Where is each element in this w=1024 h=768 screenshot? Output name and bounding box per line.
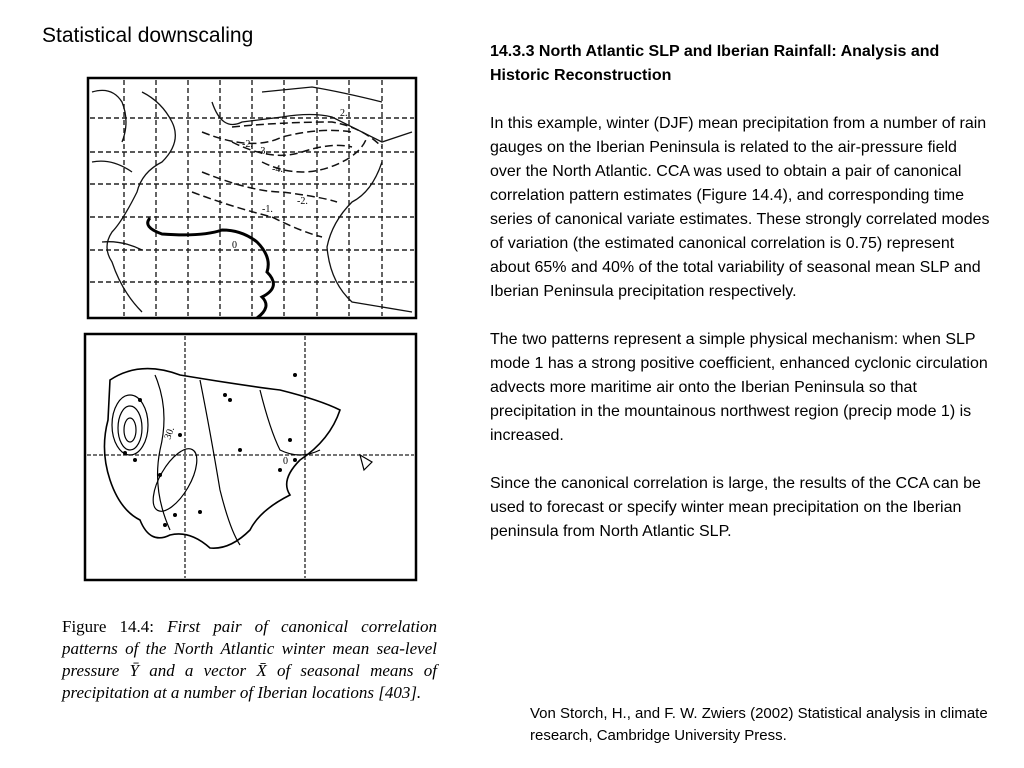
- paragraph-3: Since the canonical correlation is large, the results of the CCA can be used to forecast or specify winter mean precipitation on the Iberian peninsula from North Atlantic SLP.: [490, 475, 981, 540]
- svg-text:-2.: -2.: [242, 139, 253, 150]
- svg-text:-1.: -1.: [262, 204, 273, 215]
- figure-caption-text: First pair of canonical correlation patterns of the North Atlantic winter mean sea-level pressure Ȳ and a vector X̄ of seasonal means of precipitation at a number of Iberian locations [403].: [62, 617, 438, 702]
- svg-text:2.: 2.: [340, 108, 348, 119]
- paragraph-2: The two patterns represent a simple physical mechanism: when SLP mode 1 has a strong positive coefficient, enhanced cyclonic circulation advects more maritime air onto the Iberian Peninsula so that precipitation in the mountainous northwest region (precip mode 1) is increased.: [490, 331, 988, 444]
- body-text: [490, 40, 990, 568]
- svg-text:30.: 30.: [162, 425, 178, 442]
- svg-text:-4.: -4.: [272, 164, 283, 175]
- paragraph-1: In this example, winter (DJF) mean precipitation from a number of rain gauges on the Iberian Peninsula is related to the air-pressure field over the North Atlantic. CCA was used to obtain a pair of canonical correlation pattern estimates (Figure 14.4), and corresponding time series of canonical variate estimates. These strongly correlated modes of variation (the estimated canonical correlation is 0.75) represent about 65% and 40% of the total variability of seasonal mean SLP and Iberian Peninsula precipitation respectively.: [490, 115, 990, 300]
- svg-text:-3.: -3.: [257, 146, 268, 157]
- iberian-precip-pattern-map: [80, 330, 420, 584]
- slide-title: Statistical downscaling: [42, 24, 254, 47]
- slp-pattern-map: [82, 72, 422, 324]
- svg-text:0: 0: [283, 456, 288, 467]
- section-heading: 14.3.3 North Atlantic SLP and Iberian Rainfall: Analysis and Historic Reconstruction: [490, 43, 940, 84]
- svg-text:0: 0: [232, 240, 237, 251]
- svg-text:-2.: -2.: [297, 196, 308, 207]
- citation: Von Storch, H., and F. W. Zwiers (2002) Statistical analysis in climate research, Cambridge University Press.: [530, 705, 988, 744]
- figure-caption: [62, 616, 437, 704]
- figure-caption-label: Figure 14.4:: [62, 617, 154, 636]
